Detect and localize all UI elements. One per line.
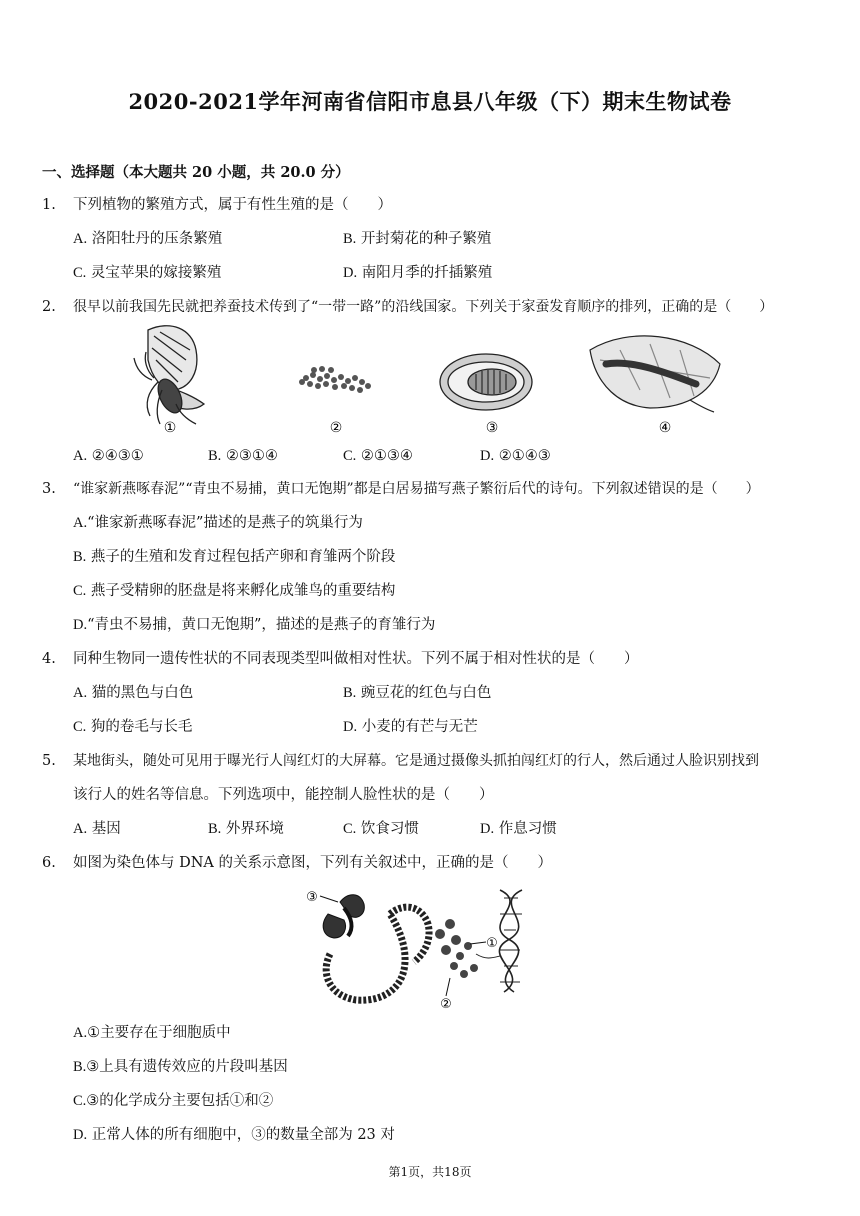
option-a: A.“谁家新燕啄春泥”描述的是燕子的筑巢行为 xyxy=(73,515,363,531)
chromosome-illustration xyxy=(323,895,364,938)
question-stem: 下列植物的繁殖方式，属于有性生殖的是（ ） xyxy=(73,197,392,213)
option-d: D. 小麦的有芒与无芒 xyxy=(343,719,478,735)
option-b: B. ②③①④ xyxy=(208,448,278,464)
option-a: A.①主要存在于细胞质中 xyxy=(73,1025,231,1041)
question-stem: 如图为染色体与 DNA 的关系示意图，下列有关叙述中，正确的是（ ） xyxy=(73,855,552,871)
option-c: C. 燕子受精卵的胚盘是将来孵化成雏鸟的重要结构 xyxy=(73,583,396,599)
dna-double-helix-illustration xyxy=(499,890,522,992)
question-number: 6. xyxy=(42,855,56,871)
option-b: B. 外界环境 xyxy=(208,821,284,837)
option-b: B.③上具有遗传效应的片段叫基因 xyxy=(73,1059,288,1075)
option-b: B. 燕子的生殖和发育过程包括产卵和育雏两个阶段 xyxy=(73,549,396,565)
dna-strand-connector xyxy=(476,954,500,958)
option-c: C. 灵宝苹果的嫁接繁殖 xyxy=(73,265,222,281)
chromosome-dna-figure xyxy=(300,884,540,1012)
label-line-1 xyxy=(470,942,486,944)
option-a: A. 猫的黑色与白色 xyxy=(73,685,194,701)
figure-label-1: ① xyxy=(486,936,498,951)
question-number: 4. xyxy=(42,651,56,667)
option-d: D. 正常人体的所有细胞中，③的数量全部为 23 对 xyxy=(73,1127,395,1143)
option-d: D. 南阳月季的扦插繁殖 xyxy=(343,265,493,281)
option-d: D.“青虫不易捕，黄口无饱期”，描述的是燕子的育雏行为 xyxy=(73,617,436,633)
option-d: D. ②①④③ xyxy=(480,448,551,464)
section-heading: 一、选择题（本大题共 20 小题，共 20.0 分） xyxy=(42,164,350,181)
label-line-3 xyxy=(320,896,338,902)
figure-label-1: ① xyxy=(163,420,177,436)
question-stem: 很早以前我国先民就把养蚕技术传到了“一带一路”的沿线国家。下列关于家蚕发育顺序的排列，正确的是（ ） xyxy=(73,299,774,315)
question-stem: 同种生物同一遗传性状的不同表现类型叫做相对性状。下列不属于相对性状的是（ ） xyxy=(73,651,639,667)
option-d: D. 作息习惯 xyxy=(480,821,557,837)
eggs-illustration xyxy=(299,366,371,393)
nucleosome-beads-illustration xyxy=(435,919,478,978)
option-a: A. 洛阳牡丹的压条繁殖 xyxy=(73,231,223,247)
silkworm-development-figure xyxy=(130,320,730,442)
question-stem: 某地街头，随处可见用于曝光行人闯红灯的大屏幕。它是通过摄像头抓拍闯红灯的行人，然后通过人脸识别找到 xyxy=(73,753,759,769)
option-b: B. 开封菊花的种子繁殖 xyxy=(343,231,492,247)
figure-label-4: ④ xyxy=(658,420,672,436)
option-a: A. 基因 xyxy=(73,821,121,837)
figure-label-2: ② xyxy=(329,420,343,436)
moth-illustration xyxy=(134,326,204,424)
question-number: 2. xyxy=(42,299,56,315)
label-line-2 xyxy=(446,978,450,996)
figure-label-3: ③ xyxy=(306,890,318,905)
option-c: C.③的化学成分主要包括①和② xyxy=(73,1093,274,1109)
page-footer: 第1页，共18页 xyxy=(388,1165,472,1179)
question-number: 1. xyxy=(42,197,56,213)
larva-on-leaf-illustration xyxy=(590,336,720,412)
option-a: A. ②④③① xyxy=(73,448,144,464)
question-stem: “谁家新燕啄春泥”“青虫不易捕，黄口无饱期”都是白居易描写燕子繁衍后代的诗句。下列叙述错误的是（ ） xyxy=(73,481,760,497)
question-number: 5. xyxy=(42,753,56,769)
option-b: B. 豌豆花的红色与白色 xyxy=(343,685,492,701)
pupa-illustration xyxy=(440,354,532,410)
page-title: 2020-2021学年河南省信阳市息县八年级（下）期末生物试卷 xyxy=(128,89,732,114)
option-c: C. 饮食习惯 xyxy=(343,821,419,837)
option-c: C. 狗的卷毛与长毛 xyxy=(73,719,193,735)
figure-label-3: ③ xyxy=(485,420,499,436)
figure-label-2: ② xyxy=(440,997,452,1012)
question-number: 3. xyxy=(42,481,56,497)
question-stem-continued: 该行人的姓名等信息。下列选项中，能控制人脸性状的是（ ） xyxy=(73,787,494,803)
option-c: C. ②①③④ xyxy=(343,448,413,464)
